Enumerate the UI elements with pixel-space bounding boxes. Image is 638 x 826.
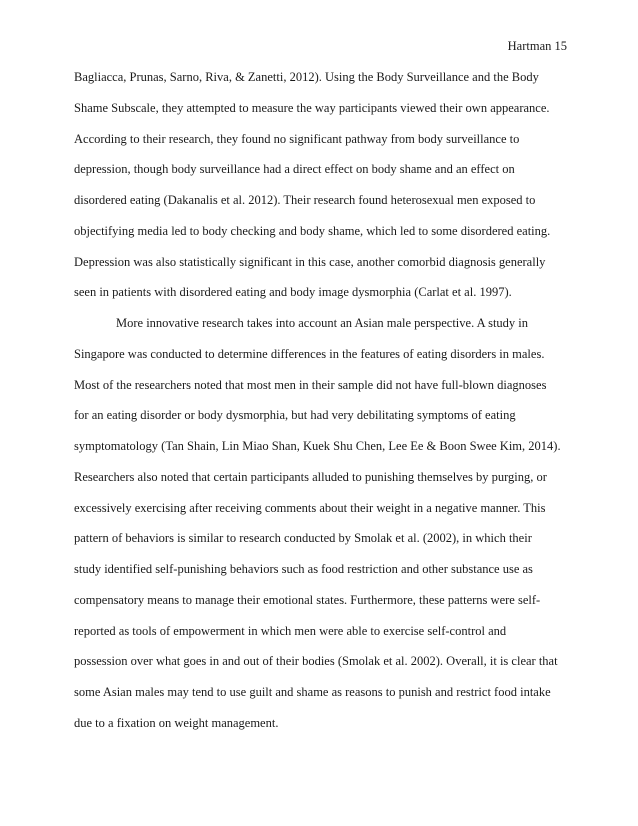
text-line: disordered eating (Dakanalis et al. 2012). Their research found heterosexual men exposed to xyxy=(74,193,536,207)
text-line: symptomatology (Tan Shain, Lin Miao Shan, Kuek Shu Chen, Lee Ee & Boon Swee Kim, 2014). xyxy=(74,439,561,453)
text-line: objectifying media led to body checking and body shame, which led to some disordered eating. xyxy=(74,223,551,238)
text-line: depression, though body surveillance had a direct effect on body shame and an effect on xyxy=(74,162,515,177)
text-line: According to their research, they found no significant pathway from body surveillance to xyxy=(74,131,520,146)
text-line: Bagliacca, Prunas, Sarno, Riva, & Zanetti, 2012). Using the Body Surveillance and the Body xyxy=(74,70,539,84)
text-line: Researchers also noted that certain participants alluded to punishing themselves by purging, or xyxy=(74,469,547,484)
text-line: Most of the researchers noted that most men in their sample did not have full-blown diagnoses xyxy=(74,377,547,392)
text-line: some Asian males may tend to use guilt and shame as reasons to punish and restrict food intake xyxy=(74,685,551,699)
text-line: Depression was also statistically significant in this case, another comorbid diagnosis generally xyxy=(74,254,546,269)
text-line: Singapore was conducted to determine differences in the features of eating disorders in males. xyxy=(74,346,545,361)
text-line: reported as tools of empowerment in which men were able to exercise self-control and xyxy=(74,623,507,638)
text-line: pattern of behaviors is similar to research conducted by Smolak et al. (2002), in which their xyxy=(74,531,532,546)
text-line: compensatory means to manage their emotional states. Furthermore, these patterns were self- xyxy=(74,592,541,607)
text-line: study identified self-punishing behaviors such as food restriction and other substance use as xyxy=(74,562,533,576)
body-text xyxy=(74,69,574,746)
running-head-page-number: Hartman 15 xyxy=(507,39,567,53)
paragraph-start-line: More innovative research takes into account an Asian male perspective. A study in xyxy=(116,316,529,330)
text-line: due to a fixation on weight management. xyxy=(74,715,279,730)
text-line: excessively exercising after receiving comments about their weight in a negative manner. This xyxy=(74,500,546,515)
text-line: for an eating disorder or body dysmorphia, but had very debilitating symptoms of eating xyxy=(74,408,516,423)
text-line: seen in patients with disordered eating and body image dysmorphia (Carlat et al. 1997). xyxy=(74,285,512,300)
text-line: Shame Subscale, they attempted to measure the way participants viewed their own appearance. xyxy=(74,100,550,115)
text-line: possession over what goes in and out of their bodies (Smolak et al. 2002). Overall, it is clear that xyxy=(74,654,558,669)
